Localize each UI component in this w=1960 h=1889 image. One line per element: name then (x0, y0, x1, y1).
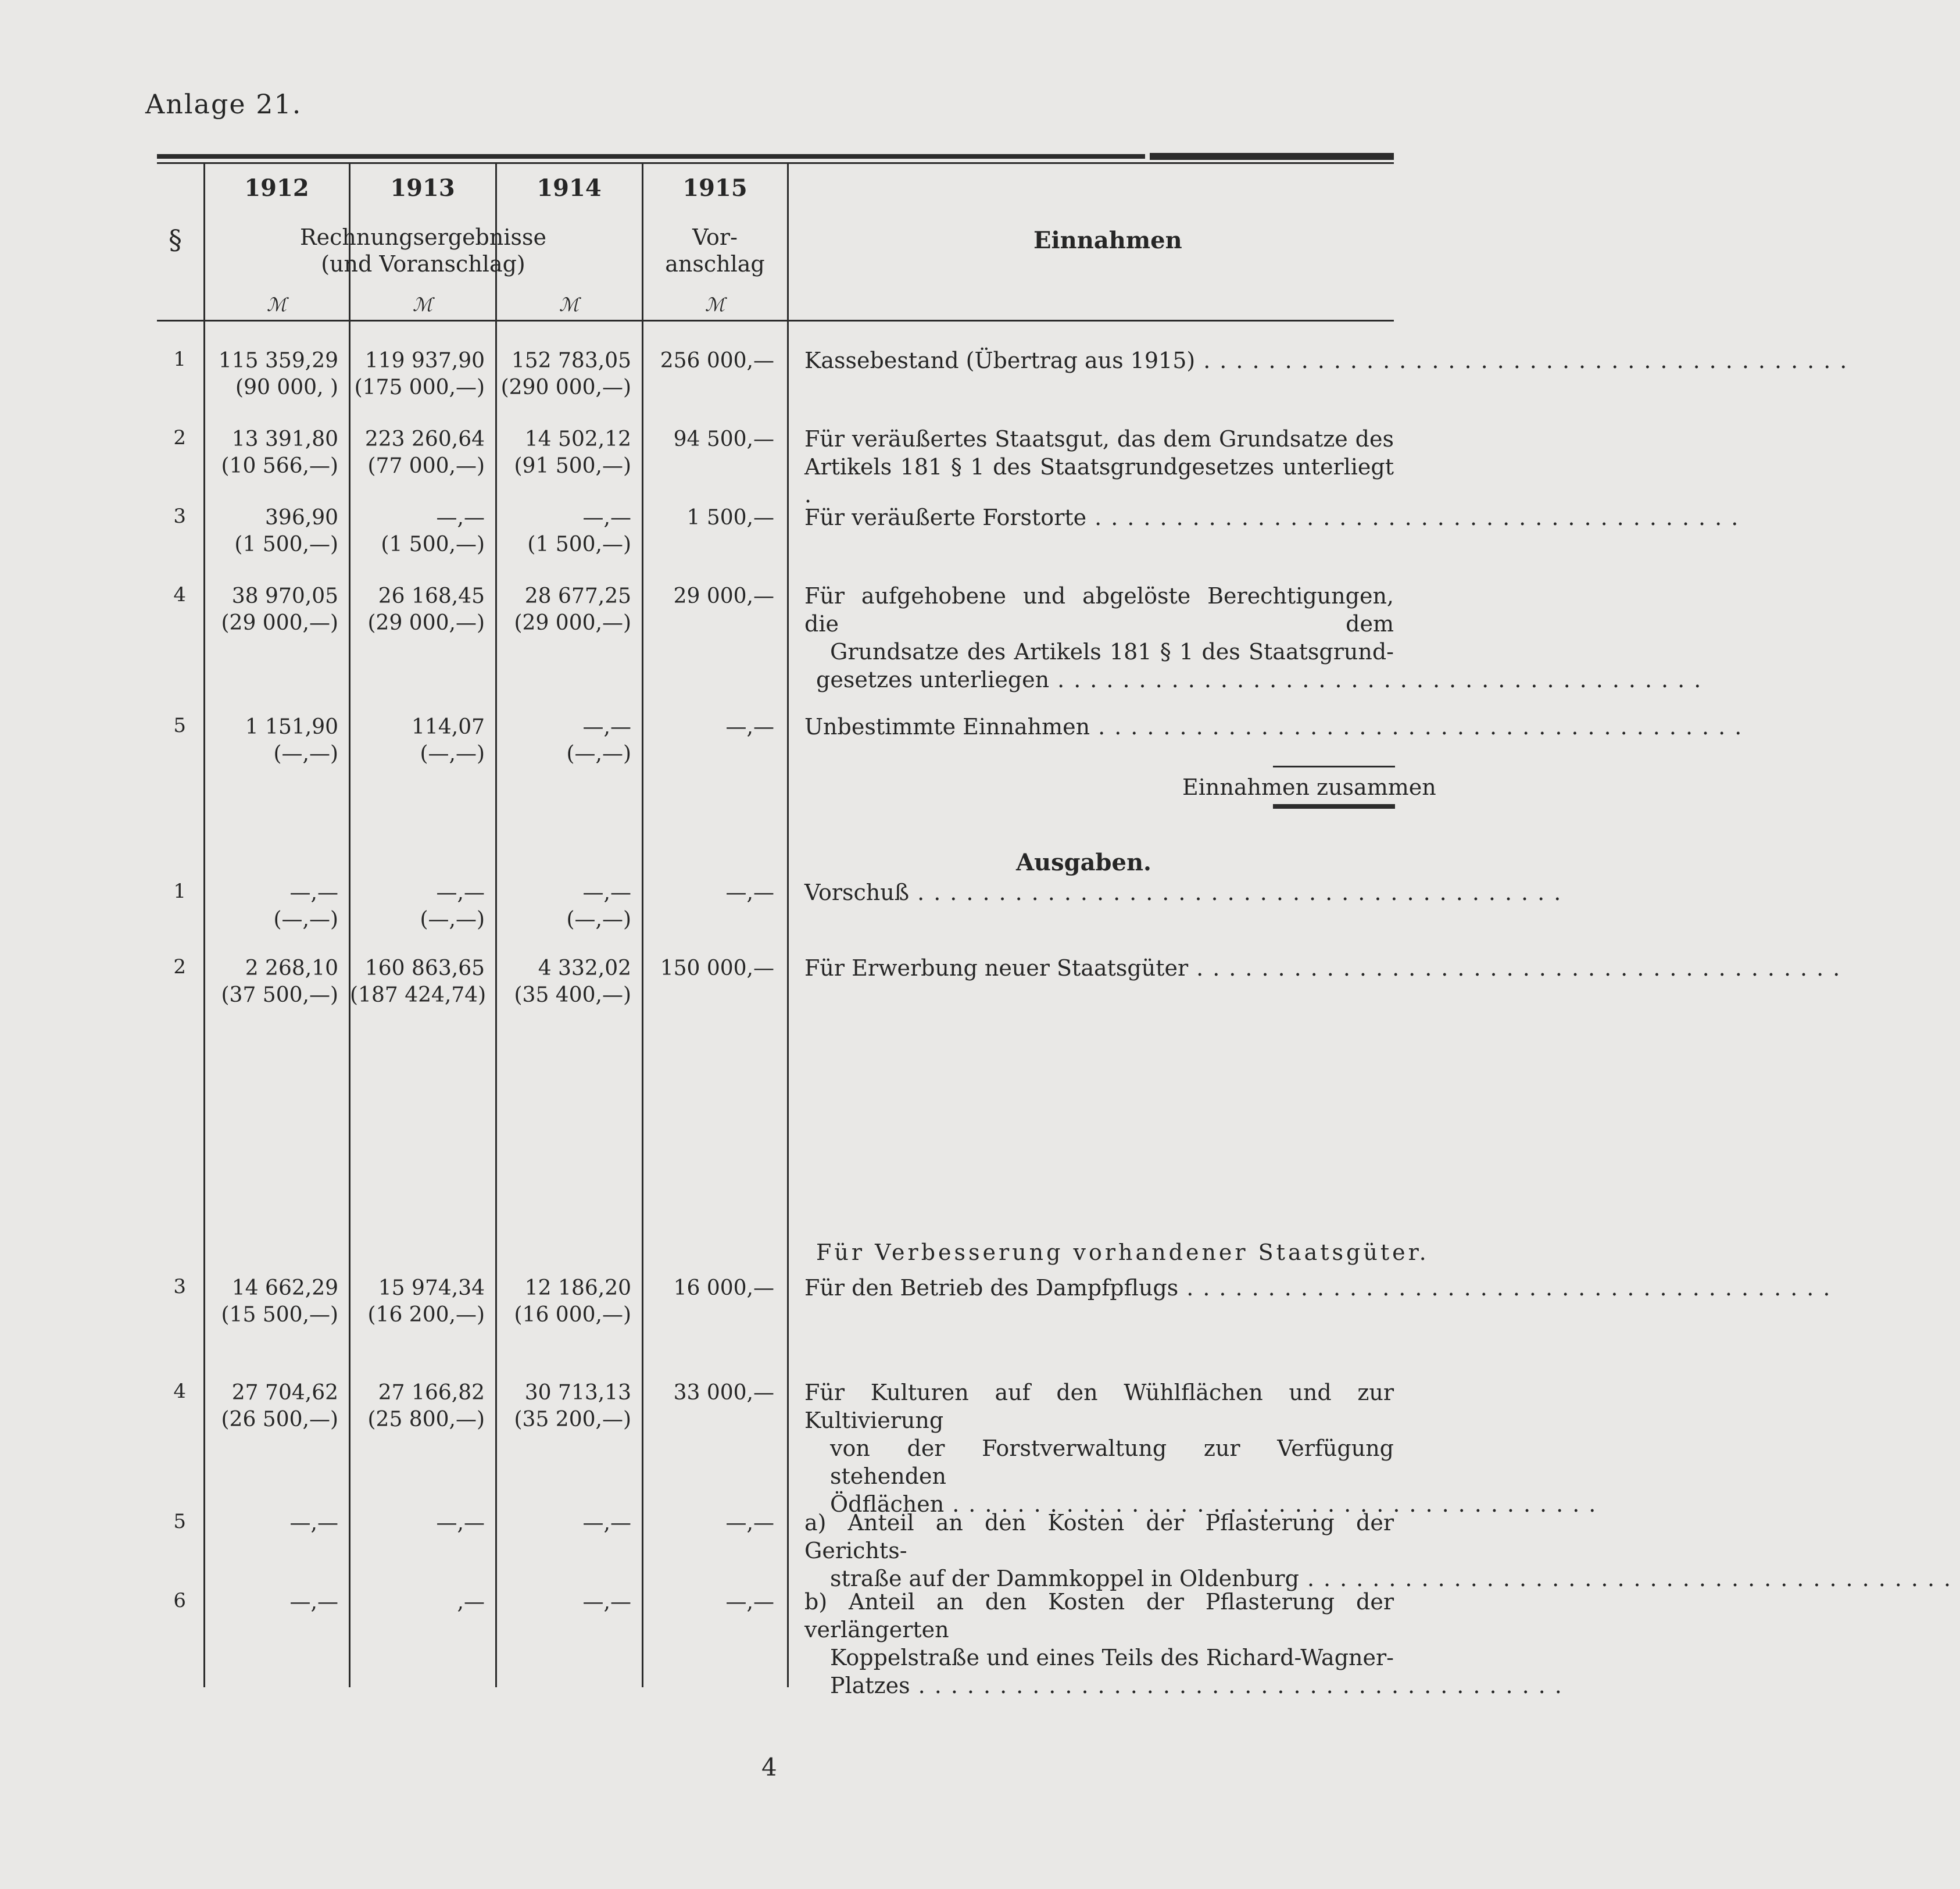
estimate-label (643, 224, 787, 277)
estimate: (90 000, ) (235, 376, 338, 399)
total-rule-bottom (1273, 804, 1395, 809)
value: 30 713,13 (524, 1381, 631, 1405)
expense-5-1912: —,— (289, 1511, 338, 1535)
income-3-1913 (350, 505, 485, 558)
currency-1914: ℳ (559, 294, 580, 316)
page-number: 4 (761, 1753, 777, 1781)
expense-5-1913: —,— (436, 1511, 485, 1535)
currency-1915: ℳ (704, 294, 725, 316)
expense-4-desc: Für Kulturen auf den Wühlflächen und zur Kultivierung von der Forstverwaltung zur Verfügung stehenden Ödflächen ........................................ (804, 1380, 1605, 1517)
income-3-section: 3 (173, 505, 186, 528)
estimate: (29 000,—) (514, 611, 631, 635)
total-rule-top (1273, 766, 1395, 767)
expense-6-1915: —,— (725, 1590, 774, 1614)
income-3-1914 (496, 505, 631, 558)
expense-4-1912 (205, 1380, 338, 1433)
results-label-line2: (und Voranschlag) (321, 251, 525, 277)
estimate: (—,—) (273, 742, 338, 766)
estimate: (290 000,—) (500, 376, 631, 399)
income-5-1912 (205, 714, 338, 767)
desc-line: Grundsatze des Artikels 181 § 1 des Staatsgrund- (830, 639, 1394, 665)
expense-3-1914 (496, 1275, 631, 1329)
estimate: (—,—) (420, 908, 485, 931)
income-5-1913 (350, 714, 485, 767)
income-2-desc (804, 425, 1394, 509)
desc-line: Unbestimmte Einnahmen (804, 714, 1090, 740)
desc-line: a) Anteil an den Kosten der Pflasterung der Gerichts- (804, 1510, 1394, 1563)
expenses-header: Ausgaben. (1016, 849, 1151, 876)
estimate: (15 500,—) (221, 1303, 338, 1327)
value: 119 937,90 (364, 349, 485, 373)
income-4-1913 (350, 583, 485, 637)
annex-label: Anlage 21. (145, 88, 302, 120)
value: 114,07 (412, 715, 485, 739)
income-2-1913 (350, 426, 485, 480)
expense-4-1914 (496, 1380, 631, 1433)
income-2-1912 (205, 426, 338, 480)
expense-3-1912 (205, 1275, 338, 1329)
desc-line: Kassebestand (Übertrag aus 1915) (804, 348, 1196, 373)
desc-line: b) Anteil an den Kosten der Pflasterung der verlängerten (804, 1589, 1394, 1642)
estimate: (—,—) (420, 742, 485, 766)
currency-1912: ℳ (266, 294, 287, 316)
estimate: (16 000,—) (514, 1303, 631, 1327)
income-5-1915: —,— (725, 715, 774, 739)
value: 2 268,10 (245, 956, 338, 980)
desc-line: straße auf der Dammkoppel in Oldenburg (830, 1566, 1299, 1591)
expense-6-section: 6 (173, 1589, 186, 1612)
expense-2-1915: 150 000,— (660, 956, 774, 980)
estimate: (10 566,—) (221, 454, 338, 478)
expense-1-desc: Vorschuß ........................................ (804, 880, 1571, 905)
income-5-desc: Unbestimmte Einnahmen ........................................ (804, 714, 1751, 740)
value: 115 359,29 (218, 349, 338, 373)
year-1914: 1914 (537, 174, 602, 202)
estimate-label-line2: anschlag (665, 251, 765, 277)
expense-1-1913 (350, 880, 485, 933)
top-rule-right (1150, 153, 1394, 160)
estimate: (—,—) (566, 742, 631, 766)
expense-1-1914 (496, 880, 631, 933)
income-1-section: 1 (173, 348, 186, 371)
value: 152 783,05 (511, 349, 631, 373)
year-1915: 1915 (682, 174, 747, 202)
top-rule (157, 154, 1145, 159)
income-total-label: Einnahmen zusammen (1182, 774, 1436, 800)
header-bottom-rule (157, 320, 1394, 322)
expense-4-1915: 33 000,— (673, 1381, 774, 1405)
estimate: (—,—) (566, 908, 631, 931)
value: 12 186,20 (524, 1276, 631, 1300)
value: 14 662,29 (231, 1276, 338, 1300)
income-4-desc: Für aufgehobene und abgelöste Berechtigungen, die dem Grundsatze des Artikels 181 § 1 des Staatsgrund- gesetzes unterliegen ........................................ (804, 583, 1711, 692)
estimate: (91 500,—) (514, 454, 631, 478)
value: —,— (582, 715, 631, 739)
estimate: (1 500,—) (234, 533, 338, 556)
estimate: (26 500,—) (221, 1408, 338, 1431)
value: —,— (436, 506, 485, 530)
column-divider-4 (642, 164, 643, 1687)
expense-6-1914: —,— (582, 1590, 631, 1614)
expense-2-desc: Für Erwerbung neuer Staatsgüter ........................................ (804, 955, 1850, 981)
expense-1-section: 1 (173, 880, 186, 903)
currency-1913: ℳ (412, 294, 433, 316)
income-3-1915: 1 500,— (686, 506, 774, 530)
expense-3-desc: Für den Betrieb des Dampfpflugs ........................................ (804, 1275, 1840, 1301)
income-2-1914 (496, 426, 631, 480)
value: —,— (289, 881, 338, 905)
results-label (205, 224, 642, 277)
desc-line: Für veräußertes Staatsgut, das dem Grundsatze des (804, 426, 1394, 452)
value: 223 260,64 (364, 427, 485, 451)
expense-5-1915: —,— (725, 1511, 774, 1535)
value: 160 863,65 (364, 956, 485, 980)
expense-2-1912 (205, 955, 338, 1009)
income-3-1912 (205, 505, 338, 558)
expense-6-desc: b) Anteil an den Kosten der Pflasterung der verlängerten Koppelstraße und eines Teils des Richard-Wagner- Platzes ........................................ (804, 1589, 1571, 1698)
expense-6-1913: ,— (457, 1590, 485, 1614)
expense-1-1915: —,— (725, 881, 774, 905)
value: 27 704,62 (231, 1381, 338, 1405)
value: 26 168,45 (378, 584, 485, 608)
estimate: (16 200,—) (367, 1303, 485, 1327)
estimate: (187 424,74) (350, 983, 487, 1007)
estimate: (1 500,—) (381, 533, 485, 556)
income-1-1914 (496, 348, 631, 401)
expense-2-1914 (496, 955, 631, 1009)
value: 28 677,25 (524, 584, 631, 608)
income-1-desc: Kassebestand (Übertrag aus 1915) ........................................ (804, 348, 1857, 373)
desc-line: Koppelstraße und eines Teils des Richard-Wagner- (830, 1645, 1394, 1670)
income-header: Einnahmen (1033, 227, 1182, 254)
income-2-1915: 94 500,— (673, 427, 774, 451)
income-1-1912 (205, 348, 338, 401)
expense-5-1914: —,— (582, 1511, 631, 1535)
expense-5-desc: a) Anteil an den Kosten der Pflasterung der Gerichts- straße auf der Dammkoppel in Oldenburg ........................................ (804, 1510, 1960, 1591)
desc-line: Für Erwerbung neuer Staatsgüter (804, 955, 1189, 981)
expense-3-1915: 16 000,— (673, 1276, 774, 1300)
income-1-1913 (350, 348, 485, 401)
estimate: (1 500,—) (527, 533, 631, 556)
expense-1-1912 (205, 880, 338, 933)
desc-line: von der Forstverwaltung zur Verfügung stehenden (830, 1436, 1394, 1489)
expense-6-1912: —,— (289, 1590, 338, 1614)
income-5-1914 (496, 714, 631, 767)
expense-2-section: 2 (173, 955, 186, 979)
value: 13 391,80 (231, 427, 338, 451)
estimate: (37 500,—) (221, 983, 338, 1007)
value: 1 151,90 (245, 715, 338, 739)
estimate: (175 000,—) (354, 376, 485, 399)
value: 15 974,34 (378, 1276, 485, 1300)
section-symbol: § (169, 224, 182, 255)
income-4-1912 (205, 583, 338, 637)
desc-line: Für aufgehobene und abgelöste Berechtigungen, die dem (804, 583, 1394, 637)
desc-line: Vorschuß (804, 880, 910, 905)
top-rule-thin (157, 162, 1394, 164)
estimate: (25 800,—) (367, 1408, 485, 1431)
estimate: (29 000,—) (221, 611, 338, 635)
value: 14 502,12 (524, 427, 631, 451)
income-1-1915: 256 000,— (660, 349, 774, 373)
estimate: (77 000,—) (367, 454, 485, 478)
expense-3-section: 3 (173, 1275, 186, 1298)
expense-4-1913 (350, 1380, 485, 1433)
desc-line: gesetzes unterliegen (816, 667, 1050, 692)
expense-3-1913 (350, 1275, 485, 1329)
estimate: (35 200,—) (514, 1408, 631, 1431)
desc-line: Platzes (830, 1673, 910, 1698)
value: —,— (582, 881, 631, 905)
expense-4-section: 4 (173, 1380, 186, 1403)
year-1913: 1913 (390, 174, 455, 202)
value: 38 970,05 (231, 584, 338, 608)
desc-line: Artikels 181 § 1 des Staatsgrundgesetzes unterliegt . (804, 454, 1394, 508)
income-2-section: 2 (173, 426, 186, 449)
income-4-1915: 29 000,— (673, 584, 774, 608)
value: 396,90 (265, 506, 338, 530)
income-5-section: 5 (173, 714, 186, 737)
desc-line: Für den Betrieb des Dampfpflugs (804, 1275, 1179, 1301)
column-divider-5 (787, 164, 789, 1687)
desc-line: Für Kulturen auf den Wühlflächen und zur Kultivierung (804, 1380, 1394, 1433)
results-label-line1: Rechnungsergebnisse (299, 224, 546, 250)
improvement-heading: Für Verbesserung vorhandener Staatsgüter. (816, 1240, 1429, 1265)
estimate: (29 000,—) (367, 611, 485, 635)
income-4-1914 (496, 583, 631, 637)
expense-5-section: 5 (173, 1510, 186, 1533)
estimate: (35 400,—) (514, 983, 631, 1007)
value: —,— (436, 881, 485, 905)
value: 4 332,02 (538, 956, 631, 980)
value: —,— (582, 506, 631, 530)
value: 27 166,82 (378, 1381, 485, 1405)
desc-line: Für veräußerte Forstorte (804, 505, 1087, 530)
expense-2-1913 (350, 955, 485, 1009)
year-1912: 1912 (244, 174, 309, 202)
estimate-label-line1: Vor- (692, 224, 738, 250)
income-4-section: 4 (173, 583, 186, 606)
income-3-desc: Für veräußerte Forstorte ........................................ (804, 505, 1748, 530)
estimate: (—,—) (273, 908, 338, 931)
desc-line: Ödflächen (830, 1491, 945, 1517)
